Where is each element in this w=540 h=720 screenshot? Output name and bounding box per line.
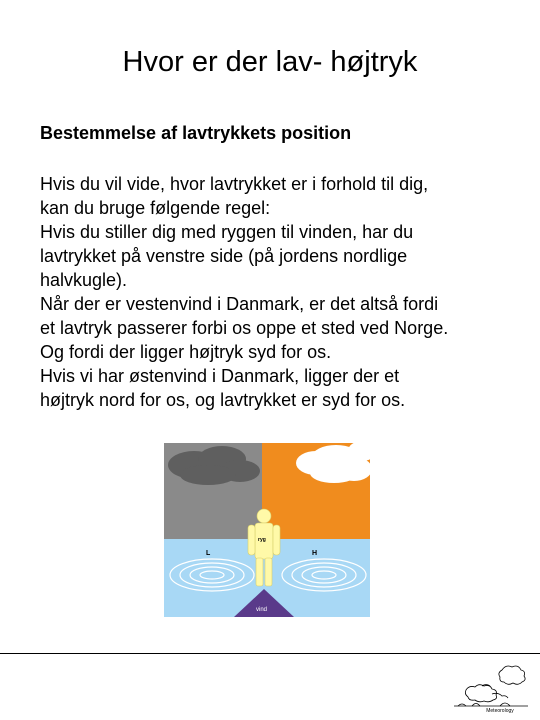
body-line: højtryk nord for os, og lavtrykket er syd for os. — [40, 390, 406, 410]
body-line: lavtrykket på venstre side (på jordens nordlige — [40, 246, 408, 266]
high-pressure-label: H — [312, 550, 318, 557]
body-line: kan du bruge følgende regel: — [40, 198, 271, 218]
wind-rule-illustration — [164, 443, 370, 617]
body-line: Hvis vi har østenvind i Danmark, ligger der et — [40, 366, 400, 386]
body-text — [40, 172, 520, 412]
footer-divider — [0, 653, 540, 654]
logo-caption: Meteorology — [486, 708, 514, 714]
body-line: Hvis du stiller dig med ryggen til vinden, har du — [40, 222, 414, 242]
low-pressure-label: L — [206, 550, 211, 557]
body-line: halvkugle). — [40, 270, 128, 290]
slide-title: Hvor er der lav- højtryk — [122, 46, 418, 78]
body-line: Hvis du vil vide, hvor lavtrykket er i forhold til dig, — [40, 174, 429, 194]
back-label: ryg — [258, 537, 266, 543]
body-line: Og fordi der ligger højtryk syd for os. — [40, 342, 332, 362]
wind-label: vind — [256, 607, 268, 613]
body-line: Når der er vestenvind i Danmark, er det altså fordi — [40, 294, 439, 314]
slide-subtitle: Bestemmelse af lavtrykkets position — [40, 123, 352, 143]
body-line: et lavtryk passerer forbi os oppe et sted ved Norge. — [40, 318, 449, 338]
